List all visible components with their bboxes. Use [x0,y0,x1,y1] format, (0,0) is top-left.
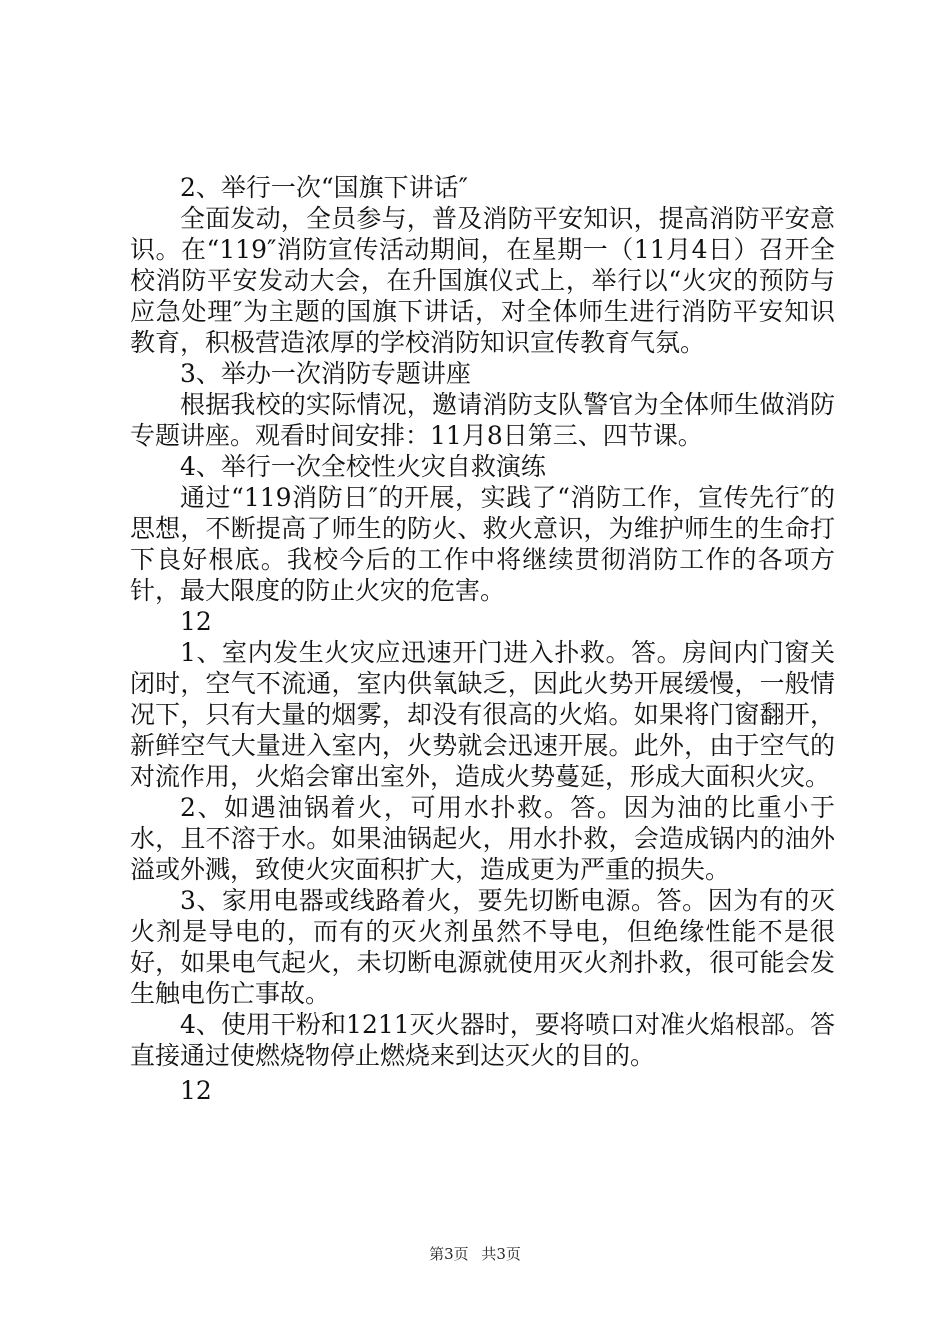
page-number: 第3页 [429,1245,469,1263]
qa-item-4: 4、使用干粉和1211灭火器时，要将喷口对准火焰根部。答直接通过使燃烧物停止燃烧来到达灭火的目的。 [130,1010,835,1070]
page-total: 共3页 [481,1245,521,1263]
paragraph-summary: 通过“119消防日″的开展，实践了“消防工作，宣传先行″的思想，不断提高了师生的防火、救火意识，为维护师生的生命打下良好根底。我校今后的工作中将继续贯彻消防工作的各项方针，最大限度的防止火灾的危害。 [130,483,835,605]
paragraph-lecture: 根据我校的实际情况，邀请消防支队警官为全体师生做消防专题讲座。观看时间安排：11月8日第三、四节课。 [130,390,835,450]
section-number: 12 [180,607,212,636]
heading-flag-speech: 2、举行一次“国旗下讲话″ [180,173,469,202]
heading-lecture: 3、举办一次消防专题讲座 [180,359,471,388]
section-number-end: 12 [180,1076,212,1105]
qa-item-1: 1、室内发生火灾应迅速开门进入扑救。答。房间内门窗关闭时，空气不流通，室内供氧缺乏，因此火势开展缓慢，一般情况下，只有大量的烟雾，却没有很高的火焰。如果将门窗翻开，新鲜空气大量进入室内，火势就会迅速开展。此外，由于空气的对流作用，火焰会窜出室外，造成火势蔓延，形成大面积火灾。 [130,638,835,791]
page-footer [0,1243,950,1264]
paragraph-flag-speech: 全面发动，全员参与，普及消防平安知识，提高消防平安意识。在“119″消防宣传活动期间，在星期一（11月4日）召开全校消防平安发动大会，在升国旗仪式上，举行以“火灾的预防与应急处理″为主题的国旗下讲话，对全体师生进行消防平安知识教育，积极营造浓厚的学校消防知识宣传教育气氛。 [130,204,835,357]
qa-item-3: 3、家用电器或线路着火，要先切断电源。答。因为有的灭火剂是导电的，而有的灭火剂虽然不导电，但绝缘性能不是很好，如果电气起火，未切断电源就使用灭火剂扑救，很可能会发生触电伤亡事故。 [130,886,835,1008]
qa-item-2: 2、如遇油锅着火，可用水扑救。答。因为油的比重小于水，且不溶于水。如果油锅起火，用水扑救，会造成锅内的油外溢或外溅，致使火灾面积扩大，造成更为严重的损失。 [130,793,835,884]
document-body [130,172,835,1106]
heading-drill: 4、举行一次全校性火灾自救演练 [180,452,546,481]
